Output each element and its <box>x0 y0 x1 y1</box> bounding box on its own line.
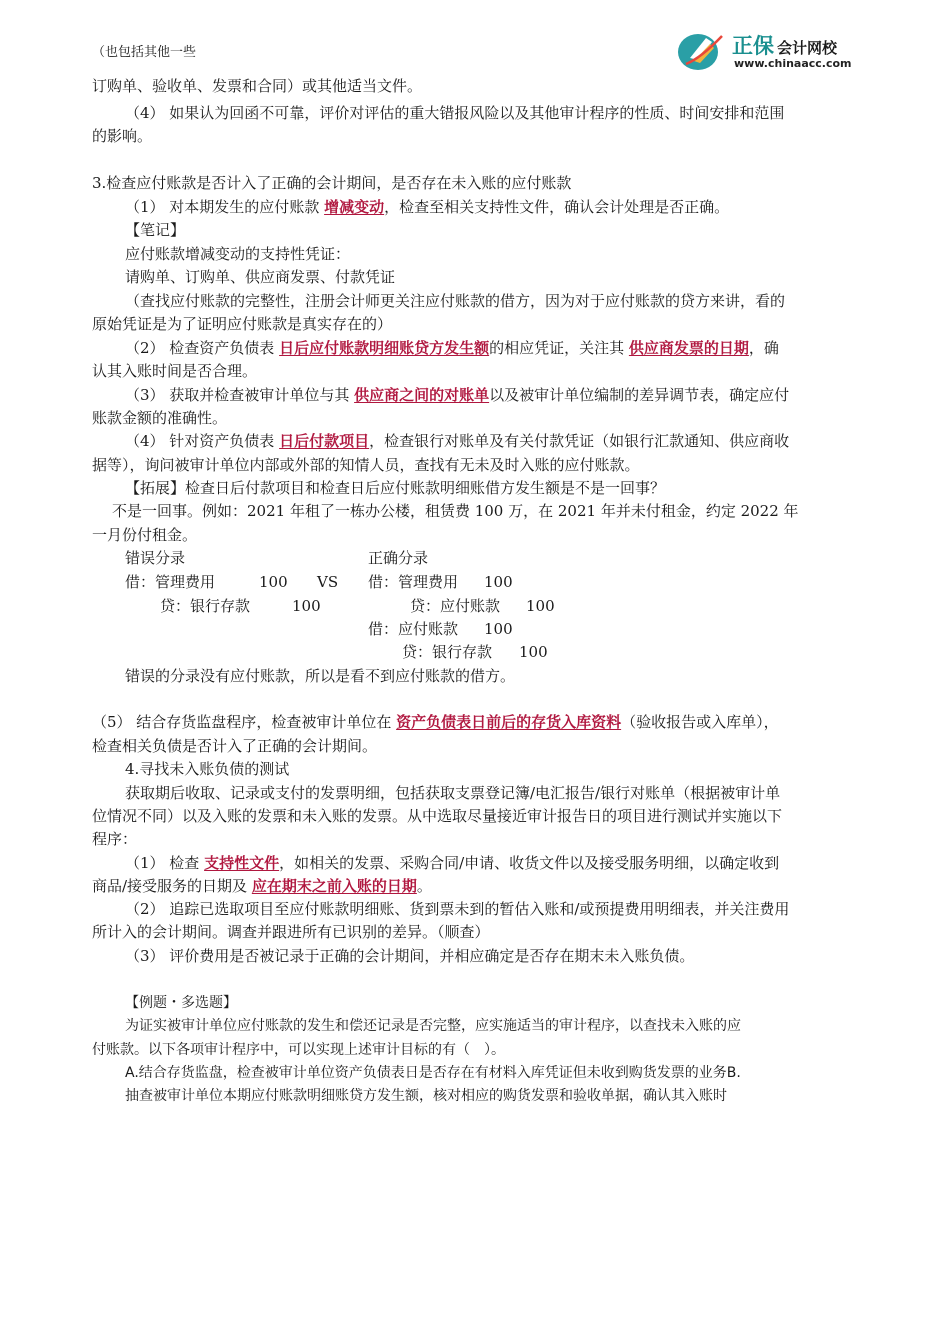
wrong-entry-title: 错误分录 <box>125 549 186 567</box>
note-line: 原始凭证是为了证明应付账款是真实存在的） <box>92 315 393 333</box>
paragraph-line: 账款金额的准确性。 <box>92 409 228 427</box>
entry-amount: 100 <box>484 620 513 638</box>
note-tag: 【笔记】 <box>125 221 186 239</box>
entry-amount: 100 <box>484 573 513 591</box>
entry-account: 贷：应付账款 <box>410 597 501 615</box>
paragraph-line: （3） 获取并检查被审计单位与其 供应商之间的对账单以及被审计单位编制的差异调节表，确定应付 <box>125 386 790 404</box>
entry-amount: 100 <box>519 643 548 661</box>
note-line: 应付账款增减变动的支持性凭证： <box>125 245 351 263</box>
vs-label: VS <box>317 573 339 591</box>
chinaacc-logo-icon <box>676 28 726 72</box>
paragraph-line: （4） 针对资产负债表 日后付款项目，检查银行对账单及有关付款凭证（如银行汇款通知、供应商收 <box>125 432 790 450</box>
paragraph-line: 认其入账时间是否合理。 <box>92 362 258 380</box>
paragraph-line: 订购单、验收单、发票和合同）或其他适当文件。 <box>92 77 423 95</box>
section-title: 3.检查应付账款是否计入了正确的会计期间，是否存在未入账的应付账款 <box>92 174 572 192</box>
paragraph-line: 错误的分录没有应付账款，所以是看不到应付账款的借方。 <box>125 667 516 685</box>
paragraph-line: 获取期后收取、记录或支付的发票明细，包括获取支票登记簿/电汇报告/银行对账单（根据被审计单 <box>125 784 781 802</box>
paragraph-line: 据等），询问被审计单位内部或外部的知情人员，查找有无未及时入账的应付账款。 <box>92 456 640 474</box>
note-line: 请购单、订购单、供应商发票、付款凭证 <box>125 268 396 286</box>
extension-question: 【拓展】检查日后付款项目和检查日后应付账款明细账借方发生额是不是一回事？ <box>125 479 666 497</box>
paragraph-line: 一月份付租金。 <box>92 526 198 544</box>
entry-amount: 100 <box>259 573 288 591</box>
example-tag: 【例题・多选题】 <box>125 995 237 1011</box>
highlight-term: 供应商发票的日期 <box>628 339 749 357</box>
paragraph-line: （4） 如果认为回函不可靠，评价对评估的重大错报风险以及其他审计程序的性质、时间安排和范围 <box>125 104 785 122</box>
highlight-term: 应在期末之前入账的日期 <box>251 877 417 895</box>
paragraph-line: 所计入的会计期间。调查并跟进所有已识别的差异。（顺查） <box>92 923 490 941</box>
brand-name: 正保 <box>732 34 774 58</box>
entry-account: 借：管理费用 <box>125 573 216 591</box>
right-entry-title: 正确分录 <box>368 549 429 567</box>
highlight-term: 支持性文件 <box>204 854 280 872</box>
highlight-term: 增减变动 <box>324 198 385 216</box>
entry-account: 借：管理费用 <box>368 573 459 591</box>
clipped-previous-line: （也包括其他一些 <box>92 45 197 60</box>
brand-logo[interactable] <box>676 24 866 76</box>
paragraph-line: 程序： <box>92 830 138 848</box>
section-title: 4.寻找未入账负债的测试 <box>125 760 290 778</box>
highlight-term: 供应商之间的对账单 <box>354 386 490 404</box>
entry-amount: 100 <box>292 597 321 615</box>
paragraph-line: 位情况不同）以及入账的发票和未入账的发票。从中选取尽量接近审计报告日的项目进行测试并实施以下 <box>92 807 783 825</box>
highlight-term: 资产负债表日前后的存货入库资料 <box>396 713 622 731</box>
example-option: 抽查被审计单位本期应付账款明细账贷方发生额，核对相应的购货发票和验收单据，确认其入账时 <box>125 1088 727 1104</box>
example-line: 付账款。以下各项审计程序中，可以实现上述审计目标的有（ ）。 <box>92 1042 505 1058</box>
entry-account: 借：应付账款 <box>368 620 459 638</box>
brand-url: www.chinaacc.com <box>734 57 852 70</box>
brand-subtitle: 会计网校 <box>777 39 838 57</box>
entry-amount: 100 <box>526 597 555 615</box>
paragraph-line: （2） 追踪已选取项目至应付账款明细账、货到票未到的暂估入账和/或预提费用明细表，并关注费用 <box>125 900 790 918</box>
highlight-term: 日后应付账款明细账贷方发生额 <box>279 339 490 357</box>
example-line: 为证实被审计单位应付账款的发生和偿还记录是否完整，应实施适当的审计程序，以查找未入账的应 <box>125 1018 741 1034</box>
note-line: （查找应付账款的完整性，注册会计师更关注应付账款的借方，因为对于应付账款的贷方来讲，看的 <box>125 292 786 310</box>
paragraph-line: 检查相关负债是否计入了正确的会计期间。 <box>92 737 378 755</box>
paragraph-line: 不是一回事。例如：2021 年租了一栋办公楼，租赁费 100 万，在 2021 年并未付租金，约定 2022 年 <box>112 502 799 520</box>
paragraph-line: （5） 结合存货监盘程序，检查被审计单位在 资产负债表日前后的存货入库资料（验收报告或入库单）， <box>92 713 779 731</box>
entry-account: 贷：银行存款 <box>402 643 493 661</box>
highlight-term: 日后付款项目 <box>279 432 370 450</box>
paragraph-line: （2） 检查资产负债表 日后应付账款明细账贷方发生额的相应凭证，关注其 供应商发票的日期，确 <box>125 339 779 357</box>
paragraph-line: （3） 评价费用是否被记录于正确的会计期间，并相应确定是否存在期末未入账负债。 <box>125 947 695 965</box>
paragraph-line: 的影响。 <box>92 127 153 145</box>
paragraph-line: 商品/接受服务的日期及 应在期末之前入账的日期。 <box>92 877 432 895</box>
paragraph-line: （1） 对本期发生的应付账款 增减变动，检查至相关支持性文件，确认会计处理是否正确。 <box>125 198 730 216</box>
example-option: A.结合存货监盘，检查被审计单位资产负债表日是否存在有材料入库凭证但未收到购货发票的业务B. <box>125 1065 741 1081</box>
entry-account: 贷：银行存款 <box>160 597 251 615</box>
paragraph-line: （1） 检查 支持性文件，如相关的发票、采购合同/申请、收货文件以及接受服务明细，以确定收到 <box>125 854 780 872</box>
